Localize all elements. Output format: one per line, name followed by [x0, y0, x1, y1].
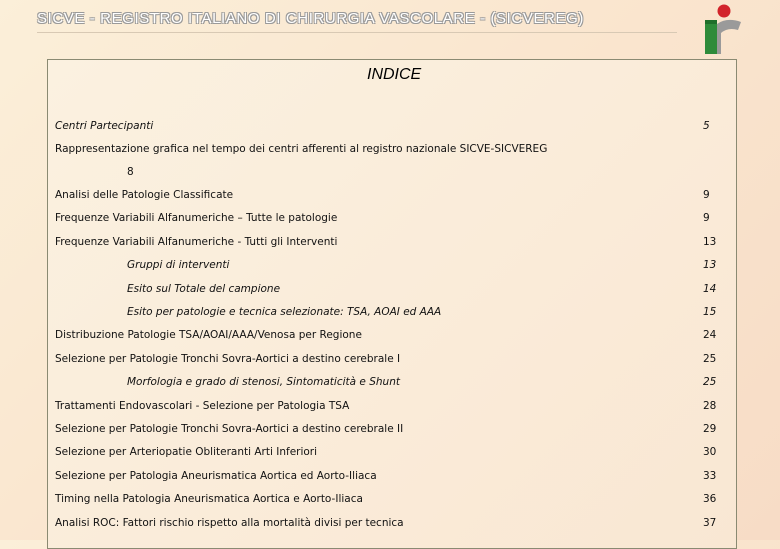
toc-entry[interactable] — [0, 446, 780, 462]
toc-entry-page: 14 — [703, 283, 717, 295]
toc-entry-page: 29 — [703, 423, 717, 435]
toc-entry-page: 37 — [703, 517, 717, 529]
toc-subentry[interactable] — [0, 259, 780, 275]
toc-entry[interactable] — [0, 143, 780, 159]
toc-entry[interactable] — [0, 470, 780, 486]
toc-entry-wrap — [0, 166, 780, 182]
toc-entry-page: 13 — [703, 259, 717, 271]
toc-entry-label: Rappresentazione grafica nel tempo dei centri afferenti al registro nazionale SICVE-SICVEREG — [55, 143, 548, 155]
toc-entry[interactable] — [0, 400, 780, 416]
toc-entry-label: Distribuzione Patologie TSA/AOAI/AAA/Venosa per Regione — [55, 329, 362, 341]
toc-entry[interactable] — [0, 353, 780, 369]
toc-entry-page: 9 — [703, 212, 710, 224]
toc-entry-label: Gruppi di interventi — [127, 259, 230, 271]
sicve-logo-icon — [702, 2, 748, 56]
toc-entry[interactable] — [0, 236, 780, 252]
toc-subentry[interactable] — [0, 376, 780, 392]
toc-entry-page: 30 — [703, 446, 717, 458]
toc-entry-page: 9 — [703, 189, 710, 201]
toc-entry-label: Selezione per Patologia Aneurismatica Aortica ed Aorto-Iliaca — [55, 470, 377, 482]
toc-entry[interactable] — [0, 423, 780, 439]
toc-entry-label: Esito sul Totale del campione — [127, 283, 281, 295]
toc-entry-label: Frequenze Variabili Alfanumeriche – Tutte le patologie — [55, 212, 338, 224]
toc-entry-page: 36 — [703, 493, 717, 505]
toc-entry-label: Trattamenti Endovascolari - Selezione per Patologia TSA — [55, 400, 350, 412]
toc-entry-label: Morfologia e grado di stenosi, Sintomaticità e Shunt — [127, 376, 400, 388]
toc-entry-label: Analisi delle Patologie Classificate — [55, 189, 234, 201]
toc-entry[interactable] — [0, 189, 780, 205]
toc-entry-label: Esito per patologie e tecnica selezionate: TSA, AOAI ed AAA — [127, 306, 442, 318]
toc-entry[interactable] — [0, 212, 780, 228]
toc-entry-label: Frequenze Variabili Alfanumeriche - Tutti gli Interventi — [55, 236, 338, 248]
toc-entry-page: 33 — [703, 470, 717, 482]
toc-entry-label: Selezione per Arteriopatie Obliteranti Arti Inferiori — [55, 446, 318, 458]
toc-entry-page: 25 — [703, 353, 717, 365]
toc-entry-page: 15 — [703, 306, 717, 318]
toc-entry-page: 25 — [703, 376, 717, 388]
toc-entry[interactable] — [0, 493, 780, 509]
toc-entry-label: Selezione per Patologie Tronchi Sovra-Aortici a destino cerebrale I — [55, 353, 401, 365]
toc-entry-page: 24 — [703, 329, 717, 341]
toc-entry-label: Selezione per Patologie Tronchi Sovra-Aortici a destino cerebrale II — [55, 423, 404, 435]
toc-entry-page: 5 — [703, 120, 710, 132]
toc-entry[interactable] — [0, 120, 780, 136]
toc-subentry[interactable] — [0, 283, 780, 299]
header-divider — [37, 32, 677, 33]
toc-entry-label: Timing nella Patologia Aneurismatica Aortica e Aorto-Iliaca — [55, 493, 363, 505]
toc-entry[interactable] — [0, 517, 780, 533]
toc-entry-page: 13 — [703, 236, 717, 248]
toc-entry-wrap-page: 8 — [127, 166, 134, 178]
toc-entry-label: Analisi ROC: Fattori rischio rispetto alla mortalità divisi per tecnica — [55, 517, 404, 529]
toc-entry[interactable] — [0, 329, 780, 345]
header-title: SICVE - REGISTRO ITALIANO DI CHIRURGIA VASCOLARE - (SICVEREG) — [37, 10, 584, 27]
toc-title: INDICE — [367, 66, 422, 83]
toc-entry-page: 28 — [703, 400, 717, 412]
toc-entry-label: Centri Partecipanti — [55, 120, 154, 132]
toc-subentry[interactable] — [0, 306, 780, 322]
